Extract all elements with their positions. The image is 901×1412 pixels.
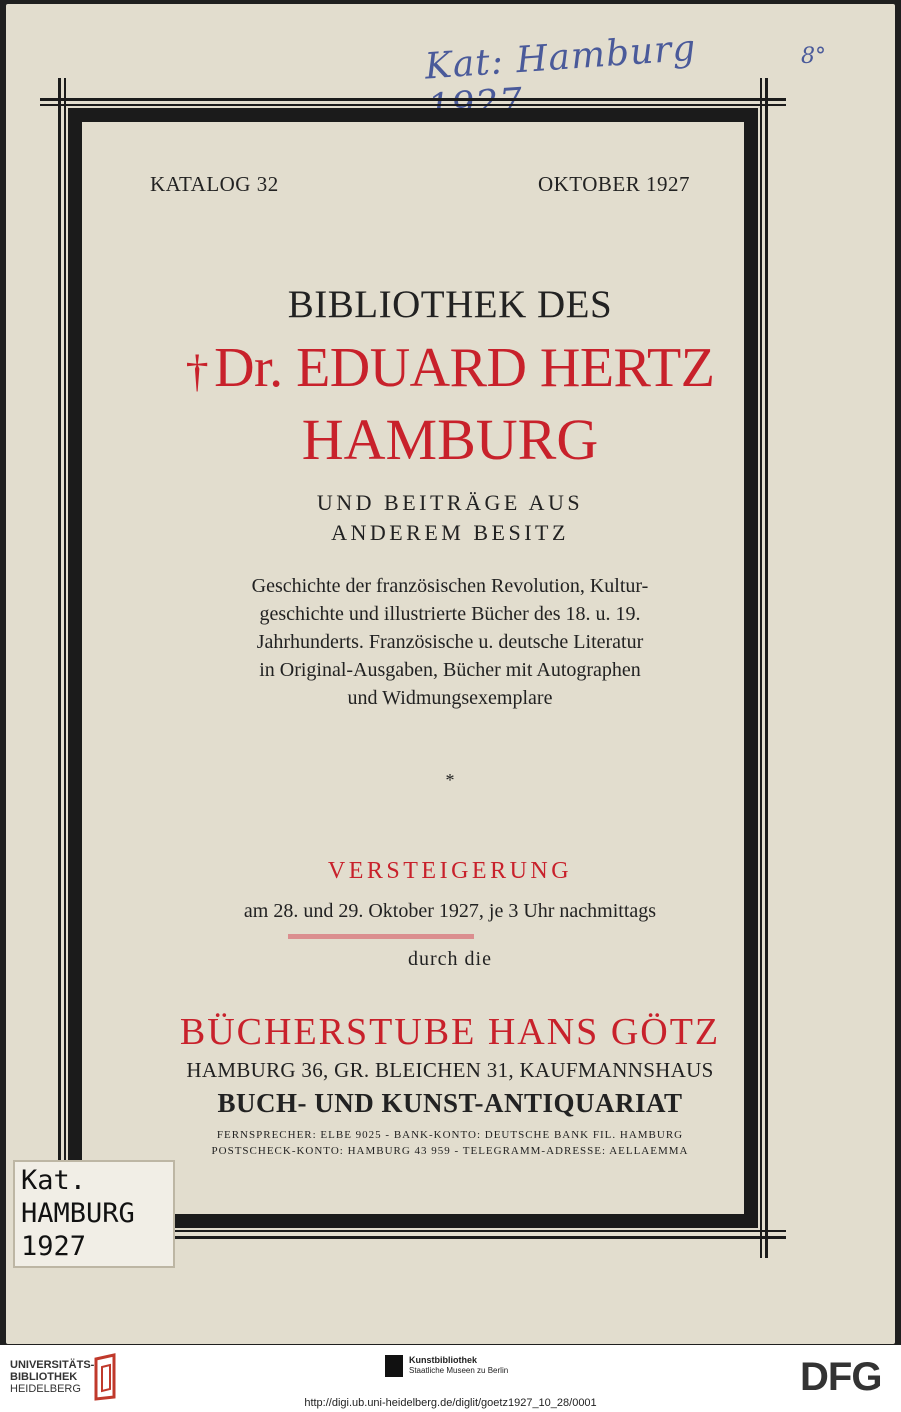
uni-line-3: HEIDELBERG [10,1383,81,1395]
frame-top-line-inner [40,104,786,106]
description-line: geschichte und illustrierte Bücher des 18. u. 19. [259,603,641,625]
shelf-label-line: HAMBURG [21,1198,135,1229]
auction-by: durch die [408,948,492,970]
auction-heading: VERSTEIGERUNG [327,858,573,884]
digitization-footer [0,1345,901,1412]
contents-description [60,572,840,712]
dagger-icon: † [185,345,209,396]
description-line: in Original-Ausgaben, Bücher mit Autographen [259,659,641,681]
dfg-logo[interactable]: DFG [800,1355,882,1399]
uni-line-2: BIBLIOTHEK [10,1371,78,1383]
title-city: HAMBURG [301,407,599,472]
auction-date: am 28. und 29. Oktober 1927, je 3 Uhr nachmittags [243,900,657,922]
handwritten-format-mark: 8° [801,44,826,69]
subtitle-line-2: ANDEREM BESITZ [331,520,569,545]
catalog-date: OKTOBER 1927 [537,172,690,196]
frame-top-bar [68,108,758,122]
description-line: Geschichte der französischen Revolution, Kultur- [251,575,649,597]
ornament-star-icon: * [445,770,455,790]
description-line: Jahrhunderts. Französische u. deutsche Literatur [256,631,644,653]
subtitle-line-1: UND BEITRÄGE AUS [316,490,584,515]
shelf-label-line: 1927 [21,1231,87,1262]
firm-phone-bank: FERNSPRECHER: ELBE 9025 - BANK-KONTO: DEUTSCHE BANK FIL. HAMBURG [216,1129,684,1141]
kunstbibliothek-logo-icon [385,1355,403,1377]
handwritten-note: Kat: Hamburg [423,27,698,88]
red-pencil-underline [288,934,474,939]
heidelberg-library-label[interactable] [10,1359,94,1395]
uni-line-1: UNIVERSITÄTS- [10,1359,95,1371]
firm-name: BÜCHERSTUBE HANS GÖTZ [179,1011,721,1053]
kb-line-2: Staatliche Museen zu Berlin [409,1366,509,1375]
firm-address: HAMBURG 36, GR. BLEICHEN 31, KAUFMANNSHAUS [186,1058,714,1082]
permalink-url[interactable]: http://digi.ub.uni-heidelberg.de/diglit/goetz1927_10_28/0001 [304,1397,597,1409]
subtitle [60,488,840,548]
firm-type: BUCH- UND KUNST-ANTIQUARIAT [217,1088,683,1118]
frame-top-line-outer [40,98,786,101]
shelf-label-line: Kat. [21,1165,87,1196]
kb-line-1: Kunstbibliothek [409,1355,477,1365]
title-owner [60,336,840,400]
title-library: BIBLIOTHEK DES [287,283,613,326]
shelf-label [13,1160,175,1268]
heidelberg-logo-icon [92,1353,122,1401]
catalog-number: KATALOG 32 [150,172,279,196]
firm-post-telegram: POSTSCHECK-KONTO: HAMBURG 43 959 - TELEGRAMM-ADRESSE: AELLAEMMA [211,1145,689,1157]
owner-name: Dr. EDUARD HERTZ [214,337,715,399]
description-line: und Widmungsexemplare [347,687,553,709]
catalog-header [150,172,690,197]
